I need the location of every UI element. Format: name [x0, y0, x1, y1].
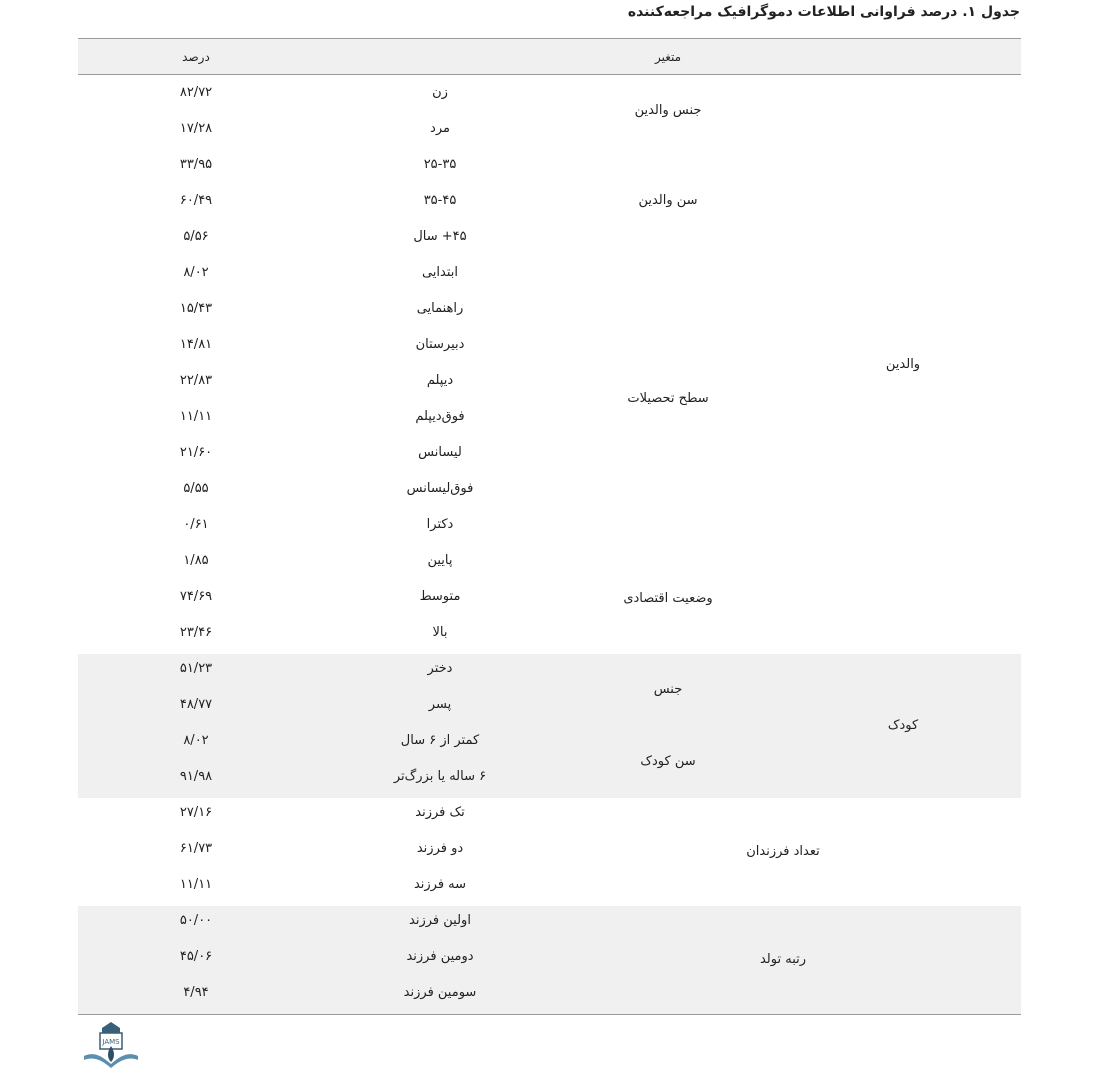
row-9-percent: ۱۱/۱۱ — [179, 409, 213, 424]
header-percent: درصد — [182, 50, 210, 64]
header-variable: متغیر — [654, 50, 682, 64]
group-birth-order: رتبه تولد — [759, 952, 807, 967]
row-17-percent: ۴۸/۷۷ — [179, 697, 213, 712]
row-2-category: ۲۵-۳۵ — [423, 157, 457, 172]
row-23-category: اولین فرزند — [409, 913, 471, 928]
row-18-percent: ۸/۰۲ — [183, 733, 209, 748]
row-17-category: پسر — [428, 697, 452, 712]
row-4-category: ۴۵+ سال — [413, 229, 467, 244]
variable-parent-gender: جنس والدین — [634, 103, 702, 118]
demographic-table — [78, 38, 1021, 1015]
row-7-percent: ۱۴/۸۱ — [179, 337, 213, 352]
row-16-percent: ۵۱/۲۳ — [179, 661, 213, 676]
row-22-percent: ۱۱/۱۱ — [179, 877, 213, 892]
row-11-category: فوق‌لیسانس — [406, 481, 474, 496]
row-18-category: کمتر از ۶ سال — [400, 733, 480, 748]
row-2-percent: ۳۳/۹۵ — [179, 157, 213, 172]
table-caption: جدول ۱. درصد فراوانی اطلاعات دموگرافیک مراجعه‌کننده — [627, 4, 1020, 20]
row-12-category: دکترا — [426, 517, 454, 532]
row-15-percent: ۲۳/۴۶ — [179, 625, 213, 640]
row-6-category: راهنمایی — [416, 301, 464, 316]
row-19-percent: ۹۱/۹۸ — [179, 769, 213, 784]
group-child: کودک — [887, 718, 919, 733]
row-14-category: متوسط — [419, 589, 461, 604]
row-3-percent: ۶۰/۴۹ — [179, 193, 213, 208]
row-7-category: دبیرستان — [415, 337, 465, 352]
group-num-children: تعداد فرزندان — [746, 844, 820, 859]
row-19-category: ۶ ساله یا بزرگ‌تر — [393, 769, 487, 784]
row-21-percent: ۶۱/۷۳ — [179, 841, 213, 856]
row-8-category: دیپلم — [426, 373, 454, 388]
row-3-category: ۳۵-۴۵ — [423, 193, 457, 208]
row-0-percent: ۸۲/۷۲ — [179, 85, 213, 100]
row-13-percent: ۱/۸۵ — [183, 553, 209, 568]
row-16-category: دختر — [427, 661, 453, 676]
row-1-percent: ۱۷/۲۸ — [179, 121, 213, 136]
logo-text: JAMS — [102, 1038, 120, 1046]
variable-child-age: سن کودک — [640, 754, 696, 769]
row-6-percent: ۱۵/۴۳ — [179, 301, 213, 316]
row-14-percent: ۷۴/۶۹ — [179, 589, 213, 604]
table-header — [78, 38, 1021, 75]
row-5-category: ابتدایی — [421, 265, 459, 280]
variable-education: سطح تحصیلات — [627, 391, 709, 406]
row-24-category: دومین فرزند — [406, 949, 474, 964]
row-22-category: سه فرزند — [413, 877, 467, 892]
table-body — [78, 75, 1021, 1015]
row-8-percent: ۲۲/۸۳ — [179, 373, 213, 388]
row-15-category: بالا — [432, 625, 448, 640]
row-23-percent: ۵۰/۰۰ — [179, 913, 213, 928]
row-1-category: مرد — [430, 121, 450, 136]
group-parents: والدین — [885, 357, 921, 372]
row-9-category: فوق‌دیپلم — [415, 409, 465, 424]
variable-parent-age: سن والدین — [638, 193, 698, 208]
row-12-percent: ۰/۶۱ — [183, 517, 209, 532]
row-25-percent: ۴/۹۴ — [183, 985, 209, 1000]
row-11-percent: ۵/۵۵ — [183, 481, 209, 496]
row-20-category: تک فرزند — [415, 805, 465, 820]
variable-child-gender: جنس — [653, 682, 683, 697]
row-21-category: دو فرزند — [416, 841, 464, 856]
journal-logo-icon — [80, 1020, 142, 1070]
row-5-percent: ۸/۰۲ — [183, 265, 209, 280]
row-10-percent: ۲۱/۶۰ — [179, 445, 213, 460]
row-13-category: پایین — [427, 553, 453, 568]
row-24-percent: ۴۵/۰۶ — [179, 949, 213, 964]
row-20-percent: ۲۷/۱۶ — [179, 805, 213, 820]
row-25-category: سومین فرزند — [403, 985, 477, 1000]
row-4-percent: ۵/۵۶ — [183, 229, 209, 244]
variable-economic: وضعیت اقتصادی — [623, 591, 713, 606]
row-10-category: لیسانس — [418, 445, 462, 460]
row-0-category: زن — [432, 85, 448, 100]
